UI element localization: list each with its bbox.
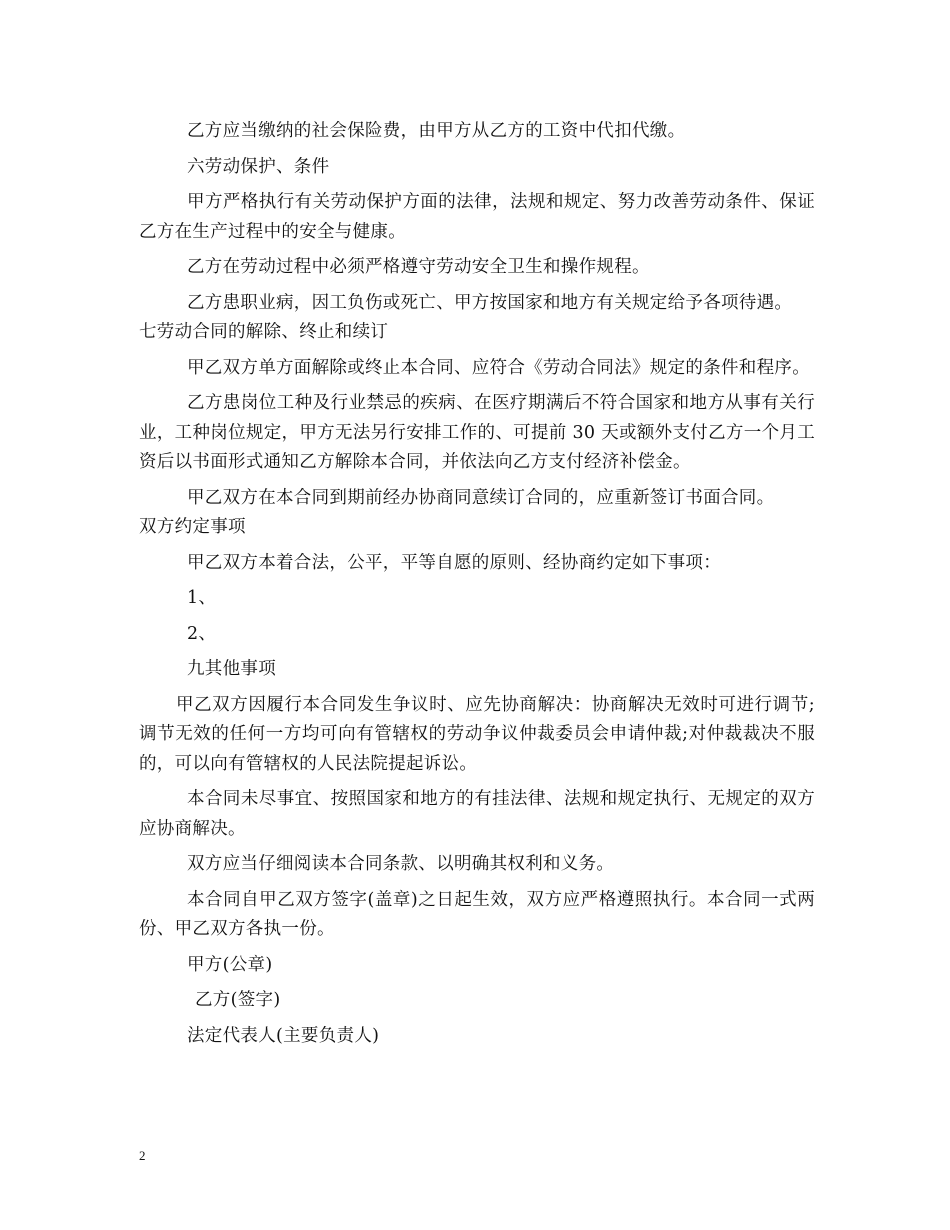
paragraph-unilateral-termination: 甲乙双方单方面解除或终止本合同、应符合《劳动合同法》规定的条件和程序。 — [187, 357, 810, 378]
signature-legal-representative: 法定代表人(主要负责人) — [187, 1025, 380, 1046]
paragraph-labor-protection: 甲方严格执行有关劳动保护方面的法律，法规和规定、努力改善劳动条件、保证乙方在生产过程中的安全与健康。 — [139, 192, 815, 242]
section-heading-termination: 七劳动合同的解除、终止和续订 — [139, 322, 389, 342]
page-number: 2 — [139, 1148, 146, 1163]
paragraph-unresolved-matters: 本合同未尽事宜、按照国家和地方的有挂法律、法规和规定执行、无规定的双方应协商解决。 — [139, 789, 815, 839]
paragraph-occupational-disease: 乙方患职业病，因工负伤或死亡、甲方按国家和地方有关规定给予各项待遇。 — [187, 292, 793, 313]
list-item-1: 1、 — [187, 588, 217, 608]
paragraph-effective-date: 本合同自甲乙双方签字(盖章)之日起生效，双方应严格遵照执行。本合同一式两份、甲乙双方各执一份。 — [139, 889, 815, 939]
paragraph-illness-termination: 乙方患岗位工种及行业禁忌的疾病、在医疗期满后不符合国家和地方从事有关行业，工种岗位规定，甲方无法另行安排工作的、可提前 30 天或额外支付乙方一个月工资后以书面形式通知乙方解除本合同，并依法向乙方支付经济补偿金。 — [139, 393, 815, 472]
section-heading-other-matters: 九其他事项 — [187, 659, 276, 679]
signature-party-b: 乙方(签字) — [195, 990, 281, 1010]
list-item-2: 2、 — [187, 623, 217, 644]
section-heading-agreed-matters: 双方约定事项 — [139, 517, 246, 537]
paragraph-read-carefully: 双方应当仔细阅读本合同条款、以明确其权利和义务。 — [187, 854, 615, 874]
signature-party-a: 甲方(公章) — [187, 954, 273, 975]
paragraph-dispute-resolution: 甲乙双方因履行本合同发生争议时、应先协商解决：协商解决无效时可进行调节;调节无效的任何一方均可向有管辖权的劳动争议仲裁委员会申请仲裁;对仲裁裁决不服的，可以向有管辖权的人民法院提起诉讼。 — [139, 694, 815, 774]
paragraph-renewal: 甲乙双方在本合同到期前经办协商同意续订合同的，应重新签订书面合同。 — [187, 487, 775, 508]
paragraph-agreed-principles: 甲乙双方本着合法，公平，平等自愿的原则、经协商约定如下事项： — [187, 552, 721, 573]
section-heading-labor-protection: 六劳动保护、条件 — [187, 156, 330, 177]
paragraph-safety-rules: 乙方在劳动过程中必须严格遵守劳动安全卫生和操作规程。 — [187, 257, 650, 277]
paragraph-social-insurance: 乙方应当缴纳的社会保险费，由甲方从乙方的工资中代扣代缴。 — [187, 121, 686, 141]
document-body — [139, 117, 815, 1051]
